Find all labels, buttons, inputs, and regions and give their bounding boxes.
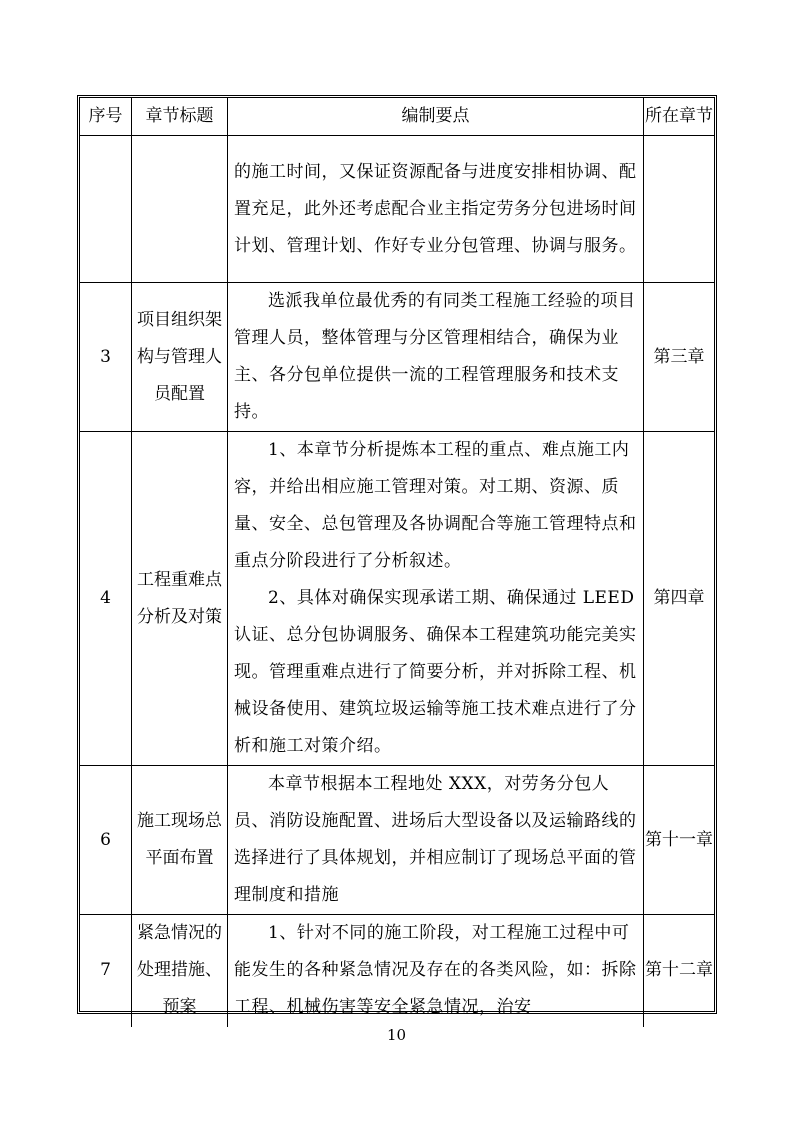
row-section-title: 项目组织架构与管理人员配置 [132, 283, 228, 432]
row-serial-number: 4 [80, 432, 132, 766]
row-serial-number [80, 136, 132, 283]
header-key-points: 编制要点 [228, 98, 644, 136]
row-section-title [132, 136, 228, 283]
row-serial-number: 6 [80, 766, 132, 915]
summary-table [77, 95, 717, 1018]
table-row [80, 432, 714, 766]
row-section-title: 工程重难点分析及对策 [132, 432, 228, 766]
page-number: 10 [386, 1026, 407, 1044]
row-key-points [228, 766, 644, 915]
row-section-title: 紧急情况的处理措施、预案 [132, 915, 228, 1027]
row-key-points [228, 432, 644, 766]
row-key-points [228, 136, 644, 283]
row-chapter [644, 136, 715, 283]
row-section-title: 施工现场总平面布置 [132, 766, 228, 915]
table-row [80, 136, 714, 283]
row-chapter: 第三章 [644, 283, 715, 432]
row-chapter: 第四章 [644, 432, 715, 766]
key-points-paragraph: 1、本章节分析提炼本工程的重点、难点施工内容，并给出相应施工管理对策。对工期、资源、质量、安全、总包管理及各协调配合等施工管理特点和重点分阶段进行了分析叙述。 [234, 440, 637, 571]
header-serial-number: 序号 [80, 98, 132, 136]
row-key-points [228, 915, 644, 1027]
key-points-paragraph: 选派我单位最优秀的有同类工程施工经验的项目管理人员，整体管理与分区管理相结合，确保为业主、各分包单位提供一流的工程管理服务和技术支持。 [234, 291, 636, 422]
key-points-paragraph: 1、针对不同的施工阶段，对工程施工过程中可能发生的各种紧急情况及存在的各类风险，如：拆除工程、机械伤害等安全紧急情况，治安 [234, 923, 637, 1018]
table-row [80, 915, 714, 1027]
header-section-title: 章节标题 [132, 98, 228, 136]
key-points-paragraph: 的施工时间，又保证资源配备与进度安排相协调、配置充足，此外还考虑配合业主指定劳务分包进场时间计划、管理计划、作好专业分包管理、协调与服务。 [234, 161, 637, 256]
table-row [80, 766, 714, 915]
header-chapter: 所在章节 [644, 98, 715, 136]
row-chapter: 第十一章 [644, 766, 715, 915]
key-points-paragraph: 2、具体对确保实现承诺工期、确保通过 LEED 认证、总分包协调服务、确保本工程建筑功能完美实现。管理重难点进行了简要分析，并对拆除工程、机械设备使用、建筑垃圾运输等施工技术难点进行了分析和施工对策介绍。 [234, 588, 637, 756]
table-row [80, 283, 714, 432]
key-points-paragraph: 本章节根据本工程地处 XXX，对劳务分包人员、消防设施配置、进场后大型设备以及运输路线的选择进行了具体规划，并相应制订了现场总平面的管理制度和措施 [234, 774, 637, 905]
row-chapter: 第十二章 [644, 915, 715, 1027]
table-header-row [80, 98, 714, 136]
row-serial-number: 7 [80, 915, 132, 1027]
row-key-points [228, 283, 644, 432]
row-serial-number: 3 [80, 283, 132, 432]
